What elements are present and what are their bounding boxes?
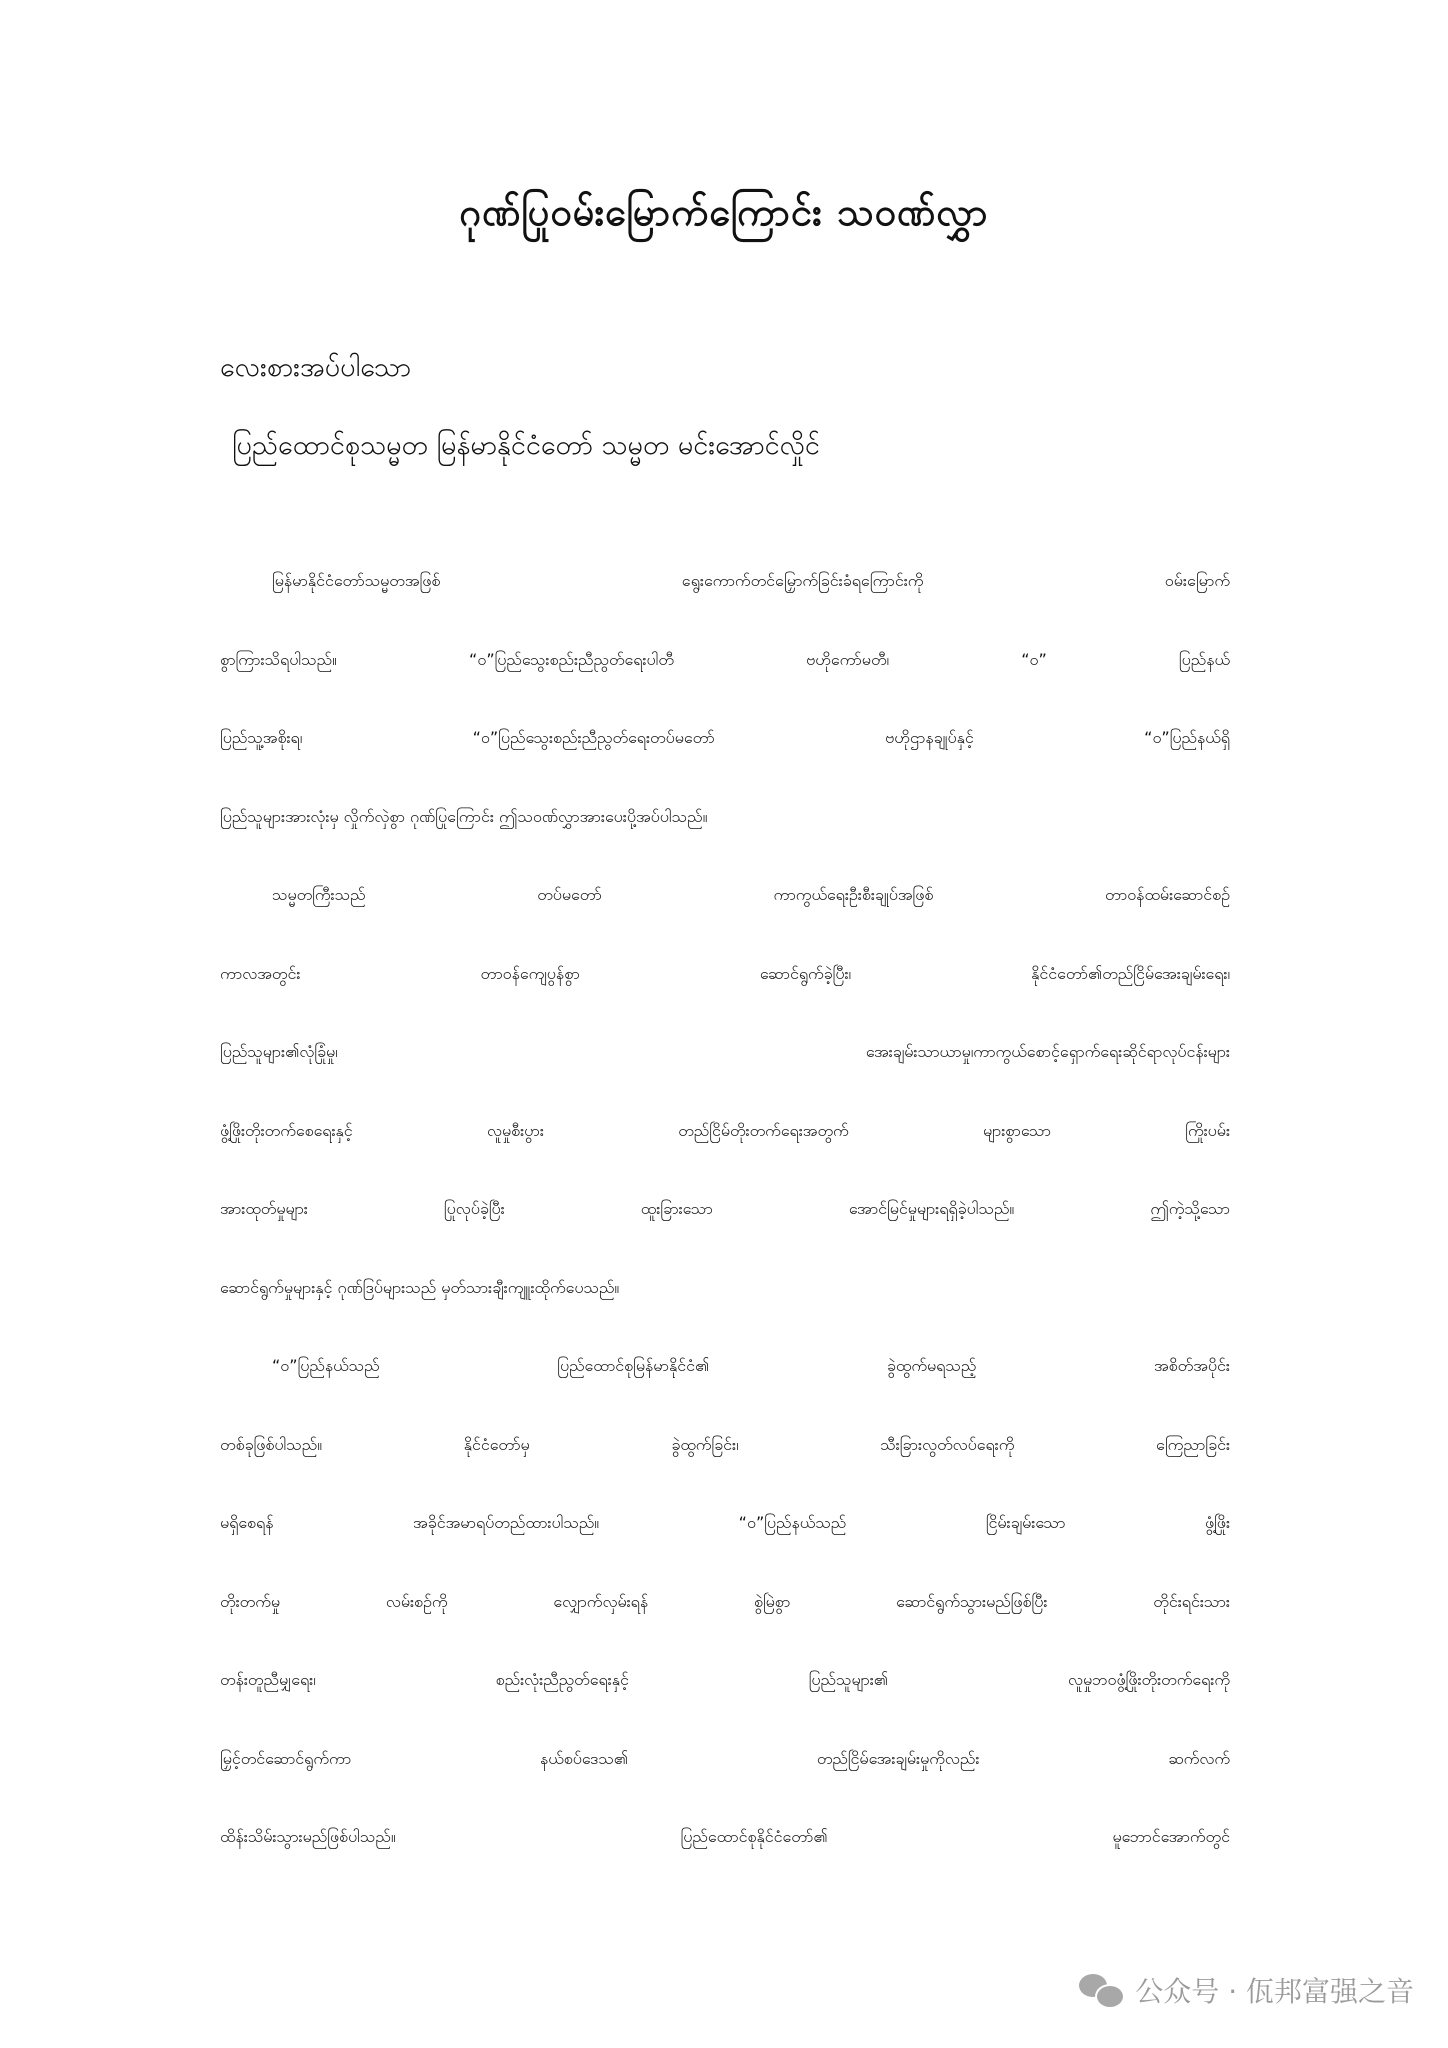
- page-title: ဂုဏ်ပြုဝမ်းမြောက်ကြောင်း သဝဏ်လွှာ: [459, 190, 989, 234]
- text-line: ပြည်သူ့အစိုးရ၊ “ဝ”ပြည်သွေးစည်းညီညွတ်ရေးတပ်မတော် ဗဟိုဌာနချုပ်နှင့် “ဝ”ပြည်နယ်ရှိ: [220, 728, 1230, 747]
- paragraph: [220, 1355, 1230, 1905]
- text-line: စွာကြားသိရပါသည်။ “ဝ”ပြည်သွေးစည်းညီညွတ်ရေးပါတီ ဗဟိုကော်မတီ၊ “ဝ” ပြည်နယ်: [220, 649, 1230, 669]
- text-line: မြှင့်တင်ဆောင်ရွက်ကာ နယ်စပ်ဒေသ၏ တည်ငြိမ်အေးချမ်းမှုကိုလည်း ဆက်လက်: [220, 1748, 1230, 1768]
- text-line: “ဝ”ပြည်နယ်သည် ပြည်ထောင်စုမြန်မာနိုင်ငံ၏ ခွဲထွက်မရသည့် အစိတ်အပိုင်း: [272, 1356, 1230, 1375]
- text-line: သမ္မတကြီးသည် တပ်မတော် ကာကွယ်ရေးဦးစီးချုပ်အဖြစ် တာဝန်ထမ်းဆောင်စဉ်: [272, 885, 1230, 904]
- paragraph: [220, 570, 1230, 884]
- text-line: တန်းတူညီမျှရေး၊ စည်းလုံးညီညွတ်ရေးနှင့် ပြည်သူများ၏ လူမှုဘဝဖွံ့ဖြိုးတိုးတက်ရေးကို: [220, 1670, 1230, 1689]
- letter-body: [220, 570, 1230, 1905]
- text-line: ပြည်သူများအားလုံးမှ လှိုက်လှဲစွာ ဂုဏ်ပြုကြောင်း ဤသဝဏ်လွှာအားပေးပို့အပ်ပါသည်။: [220, 806, 708, 826]
- wechat-icon: [1079, 1972, 1123, 2008]
- text-line: မြန်မာနိုင်ငံတော်သမ္မတအဖြစ် ရွေးကောက်တင်မြှောက်ခြင်းခံရကြောင်းကို ဝမ်းမြောက်: [272, 571, 1230, 590]
- watermark-text: 公众号 · 佤邦富强之音: [1135, 1975, 1414, 2008]
- text-line: ကာလအတွင်း တာဝန်ကျေပွန်စွာ ဆောင်ရွက်ခဲ့ပြီး၊ နိုင်ငံတော်၏တည်ငြိမ်အေးချမ်းရေး၊: [220, 963, 1230, 983]
- text-line: ဖွံ့ဖြိုးတိုးတက်စေရေးနှင့် လူမှုစီးပွား တည်ငြိမ်တိုးတက်ရေးအတွက် များစွာသော ကြိုးပမ်း: [220, 1120, 1230, 1140]
- salutation: လေးစားအပ်ပါသော: [220, 352, 412, 383]
- addressee: ပြည်ထောင်စုသမ္မတ မြန်မာနိုင်ငံတော် သမ္မတ မင်းအောင်လှိုင်: [232, 430, 820, 461]
- text-line: မရှိစေရန် အခိုင်အမာရပ်တည်ထားပါသည်။ “ဝ”ပြည်နယ်သည် ငြိမ်းချမ်းသော ဖွံ့ဖြိုး: [220, 1513, 1230, 1532]
- text-line: တိုးတက်မှု လမ်းစဉ်ကို လျှောက်လှမ်းရန် စွဲမြဲစွာ ဆောင်ရွက်သွားမည်ဖြစ်ပြီး တိုင်းရင်းသား: [220, 1591, 1230, 1611]
- text-line: ဆောင်ရွက်မှုများနှင့် ဂုဏ်ဒြပ်များသည် မှတ်သားချီးကျူးထိုက်ပေသည်။: [220, 1277, 620, 1297]
- text-line: ထိန်းသိမ်းသွားမည်ဖြစ်ပါသည်။ ပြည်ထောင်စုနိုင်ငံတော်၏ မူဘောင်အောက်တွင်: [220, 1827, 1230, 1846]
- text-line: တစ်ခုဖြစ်ပါသည်။ နိုင်ငံတော်မှ ခွဲထွက်ခြင်း၊ သီးခြားလွတ်လပ်ရေးကို ကြေညာခြင်း: [220, 1434, 1230, 1454]
- paragraph: [220, 884, 1230, 1355]
- text-line: ပြည်သူများ၏လုံခြုံမှု၊ အေးချမ်းသာယာမှု၊ကာကွယ်စောင့်ရှောက်ရေးဆိုင်ရာလုပ်ငန်းများ: [220, 1042, 1230, 1061]
- watermark: [1079, 1970, 1414, 2010]
- text-line: အားထုတ်မှုများ ပြုလုပ်ခဲ့ပြီး ထူးခြားသော အောင်မြင်မှုများရရှိခဲ့ပါသည်။ ဤကဲ့သို့သော: [220, 1199, 1230, 1218]
